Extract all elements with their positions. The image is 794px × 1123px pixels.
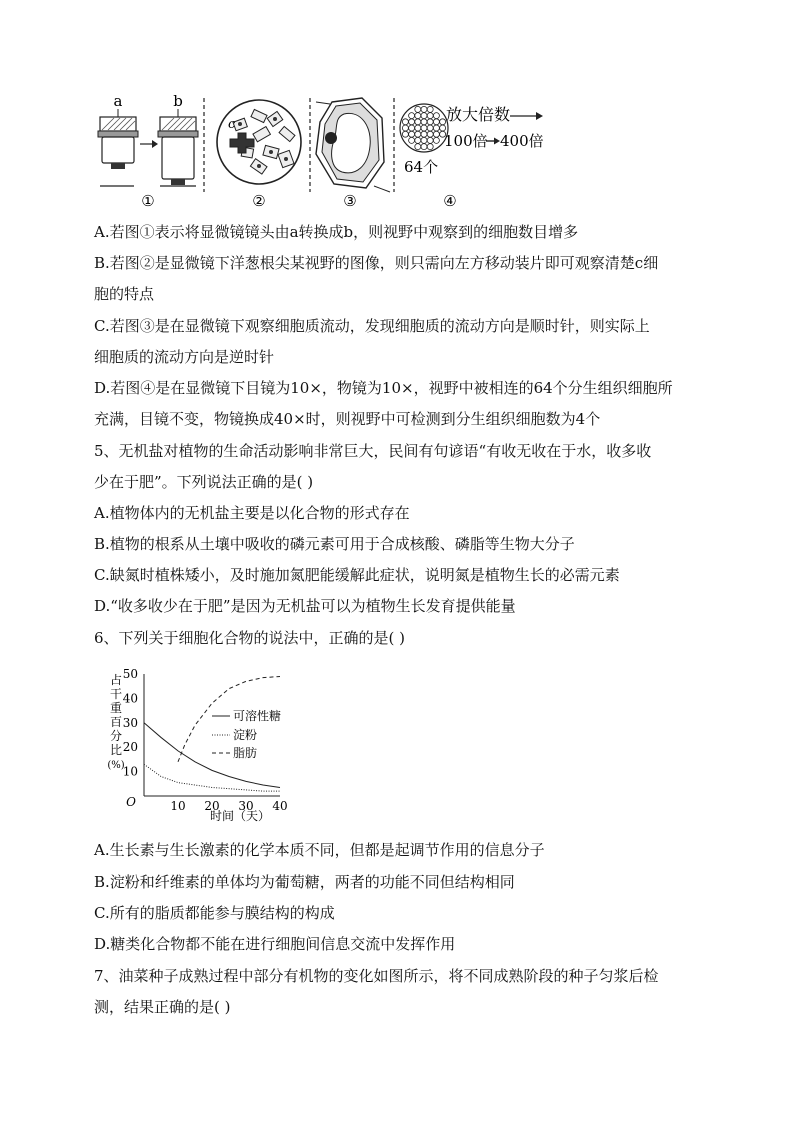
q4-option-b-cont: 胞的特点 [94, 285, 155, 303]
compound-change-chart [94, 660, 334, 830]
cell-circle [415, 137, 421, 143]
q5-option-b: B.植物的根系从土壤中吸收的磷元素可用于合成核酸、磷脂等生物大分子 [94, 535, 575, 553]
q7-stem-line2: 测，结果正确的是( ) [94, 998, 231, 1016]
y-tick-label: 30 [122, 715, 138, 730]
panel-number-3: ③ [343, 192, 357, 210]
cell-circle [421, 144, 427, 150]
cell-circle [440, 119, 446, 125]
y-axis-label-char: 重 [109, 701, 123, 715]
x-axis-label: 时间（天） [209, 809, 271, 823]
cell-circle [433, 113, 439, 119]
cell-circle [433, 125, 439, 131]
x-tick-label: 10 [170, 799, 186, 813]
panel-3-plant-cell [316, 98, 390, 210]
q5-option-c: C.缺氮时植株矮小，及时施加氮肥能缓解此症状，说明氮是植物生长的必需元素 [94, 566, 620, 584]
q5-stem-line1: 5、无机盐对植物的生命活动影响非常巨大，民间有句谚语“有收无收在于水，收多收 [94, 442, 652, 460]
y-tick-label: 10 [122, 764, 138, 779]
y-axis-label-char: 分 [109, 729, 123, 743]
q4-option-c: C.若图③是在显微镜下观察细胞质流动，发现细胞质的流动方向是顺时针，则实际上 [94, 317, 650, 335]
cell-circle [415, 119, 421, 125]
magnification-to: 400倍 [500, 132, 544, 150]
q6-option-d: D.糖类化合物都不能在进行细胞间信息交流中发挥作用 [94, 935, 456, 953]
cell-circle [427, 106, 433, 112]
cell-circle [433, 119, 439, 125]
cell-circle [402, 125, 408, 131]
label-c: c [228, 117, 236, 132]
cell-circle [409, 119, 415, 125]
q6-option-a: A.生长素与生长激素的化学本质不同，但都是起调节作用的信息分子 [94, 841, 545, 859]
magnification-title: 放大倍数 [446, 105, 511, 124]
cell-circle [421, 106, 427, 112]
series-soluble-sugar [144, 723, 280, 788]
cell-circle [409, 125, 415, 131]
cell-circle [415, 106, 421, 112]
q6-stem: 6、下列关于细胞化合物的说法中，正确的是( ) [94, 629, 406, 647]
cell-circle [433, 131, 439, 137]
x-tick-label: 40 [272, 799, 288, 813]
y-axis-label-char: 比 [109, 743, 123, 757]
cell-circle [427, 119, 433, 125]
cell-circle [433, 137, 439, 143]
cell-circle [415, 144, 421, 150]
cell-count: 64个 [404, 158, 439, 176]
y-axis-label-char: 干 [109, 687, 123, 701]
x-tick-label: 30 [238, 799, 254, 813]
q4-option-d: D.若图④是在显微镜下目镜为10×，物镜为10×，视野中被相连的64个分生组织细胞所 [94, 379, 673, 397]
q6-option-b: B.淀粉和纤维素的单体均为葡萄糖，两者的功能不同但结构相同 [94, 873, 515, 891]
q5-stem-line2: 少在于肥”。下列说法正确的是( ) [94, 473, 314, 491]
cell-circle [402, 131, 408, 137]
q4-option-a: A.若图①表示将显微镜镜头由a转换成b，则视野中观察到的细胞数目增多 [94, 223, 579, 241]
cell-circle [421, 137, 427, 143]
panel-number-1: ① [141, 192, 155, 210]
cell-circle [409, 137, 415, 143]
y-axis-label-char: 百 [109, 715, 123, 729]
q5-option-a: A.植物体内的无机盐主要是以化合物的形式存在 [94, 504, 410, 522]
cell-circle [421, 113, 427, 119]
series-starch [144, 764, 280, 791]
cell-circle [427, 144, 433, 150]
cell-circle [402, 119, 408, 125]
legend-fat: 脂肪 [233, 746, 258, 760]
cell-circle [415, 125, 421, 131]
cell-circle [427, 137, 433, 143]
microscope-figure [94, 92, 714, 212]
q4-option-d-cont: 充满，目镜不变，物镜换成40×时，则视野中可检测到分生组织细胞数为4个 [94, 410, 601, 428]
cell-circle [415, 113, 421, 119]
q7-stem-line1: 7、油菜种子成熟过程中部分有机物的变化如图所示，将不同成熟阶段的种子匀浆后检 [94, 967, 659, 985]
y-axis-label-char: 占 [109, 673, 123, 687]
panel-4-cells-field [400, 104, 544, 210]
label-b: b [173, 92, 183, 110]
cell-circle [427, 113, 433, 119]
q5-option-d: D.“收多收少在于肥”是因为无机盐可以为植物生长发育提供能量 [94, 597, 516, 615]
cell-circle [415, 131, 421, 137]
cell-circle [409, 113, 415, 119]
magnification-from: 100倍 [444, 132, 488, 150]
cell-circle [421, 125, 427, 131]
origin-label: O [126, 795, 136, 809]
label-a: a [113, 92, 123, 110]
panel-number-2: ② [252, 192, 266, 210]
q4-option-b: B.若图②是显微镜下洋葱根尖某视野的图像，则只需向左方移动装片即可观察清楚c细 [94, 254, 659, 272]
panel-1-objectives [98, 92, 198, 210]
cell-circle [427, 131, 433, 137]
y-tick-label: 50 [122, 667, 138, 681]
q4-option-c-cont: 细胞质的流动方向是逆时针 [94, 348, 275, 366]
cell-circle [440, 125, 446, 131]
legend-soluble-sugar: 可溶性糖 [233, 709, 282, 723]
y-tick-label: 40 [122, 691, 138, 706]
panel-2-root-tip-field [217, 100, 301, 210]
x-tick-label: 20 [204, 799, 220, 813]
y-axis-label-char: (%) [107, 760, 125, 771]
panel-number-4: ④ [443, 192, 457, 210]
cell-circle [427, 125, 433, 131]
cell-circle [421, 131, 427, 137]
cell-circle [409, 131, 415, 137]
y-tick-label: 20 [122, 740, 138, 755]
legend-starch: 淀粉 [233, 728, 258, 742]
q6-option-c: C.所有的脂质都能参与膜结构的构成 [94, 904, 335, 922]
cell-circle [421, 119, 427, 125]
